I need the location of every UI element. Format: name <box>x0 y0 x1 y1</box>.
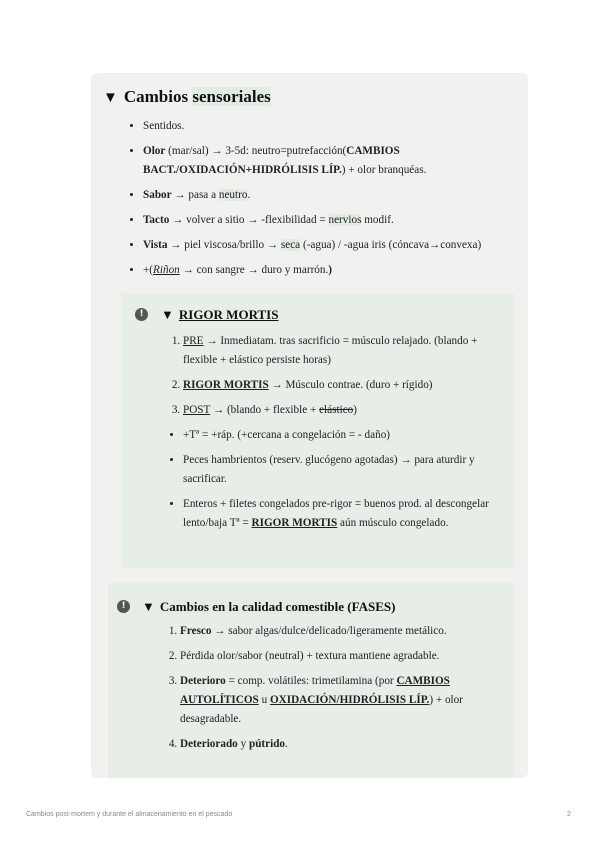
quality-phases <box>158 622 504 754</box>
sensory-list <box>123 117 528 286</box>
triangle-down-icon[interactable]: ▼ <box>103 90 118 106</box>
triangle-down-icon[interactable]: ▼ <box>142 599 155 614</box>
rigor-notes <box>161 426 506 533</box>
list-item: 3. POST → (blando + flexible + elástico) <box>183 401 506 420</box>
list-item: • Enteros + filetes congelados pre-rigor = buenos prod. al descongelar lento/baja Tª = RIGOR MORTIS aún músculo congelado. <box>183 495 506 533</box>
list-item: • +Tª = +ráp. (+cercana a congelación = - daño) <box>183 426 506 445</box>
speech-bubble-icon: ! <box>135 308 148 321</box>
list-item: 2. Pérdida olor/sabor (neutral) + textura mantiene agradable. <box>180 647 504 666</box>
triangle-down-icon[interactable]: ▼ <box>161 307 174 322</box>
list-item: 1. PRE → Inmediatam. tras sacrificio = músculo relajado. (blando + flexible + elástico persiste horas) <box>183 332 506 370</box>
rigor-title[interactable]: ▼ RIGOR MORTIS <box>161 307 279 322</box>
list-item: • Sentidos. <box>143 117 528 136</box>
list-item: • +(Riñon → con sangre → duro y marrón.) <box>143 261 528 280</box>
rigor-mortis-callout <box>121 293 514 568</box>
list-item: • Peces hambrientos (reserv. glucógeno agotadas) → para aturdir y sacrificar. <box>183 451 506 489</box>
list-item: 2. RIGOR MORTIS → Músculo contrae. (duro + rígido) <box>183 376 506 395</box>
list-item: 3. Deterioro = comp. volátiles: trimetilamina (por CAMBIOS AUTOLÍTICOS u OXIDACIÓN/HIDRÓLISIS LÍP.) + olor desagradable. <box>180 672 504 729</box>
list-item: • Olor (mar/sal) → 3-5d: neutro=putrefacción(CAMBIOS BACT./OXIDACIÓN+HIDRÓLISIS LÍP.) + olor branquéas. <box>143 142 528 180</box>
speech-bubble-icon: ! <box>117 600 130 613</box>
list-item: 1. Fresco → sabor algas/dulce/delicado/ligeramente metálico. <box>180 622 504 641</box>
quality-callout <box>108 583 514 778</box>
rigor-steps <box>161 332 506 420</box>
list-item: • Tacto → volver a sitio → -flexibilidad = nervios modif. <box>143 211 528 230</box>
section-heading[interactable]: ▼ Cambios sensoriales <box>103 87 271 106</box>
rinon-link[interactable]: Riñon <box>153 264 180 276</box>
quality-title[interactable]: ▼ Cambios en la calidad comestible (FASES) <box>142 599 396 614</box>
list-item: • Sabor → pasa a neutro. <box>143 186 528 205</box>
list-item: • Vista → piel viscosa/brillo → seca (-agua) / -agua iris (cóncava→convexa) <box>143 236 528 255</box>
content-card <box>91 73 528 778</box>
list-item: 4. Deteriorado y pútrido. <box>180 735 504 754</box>
footer-title: Cambios post-mortem y durante el almacenamiento en el pescado <box>26 811 233 818</box>
page-number: 2 <box>567 811 571 818</box>
